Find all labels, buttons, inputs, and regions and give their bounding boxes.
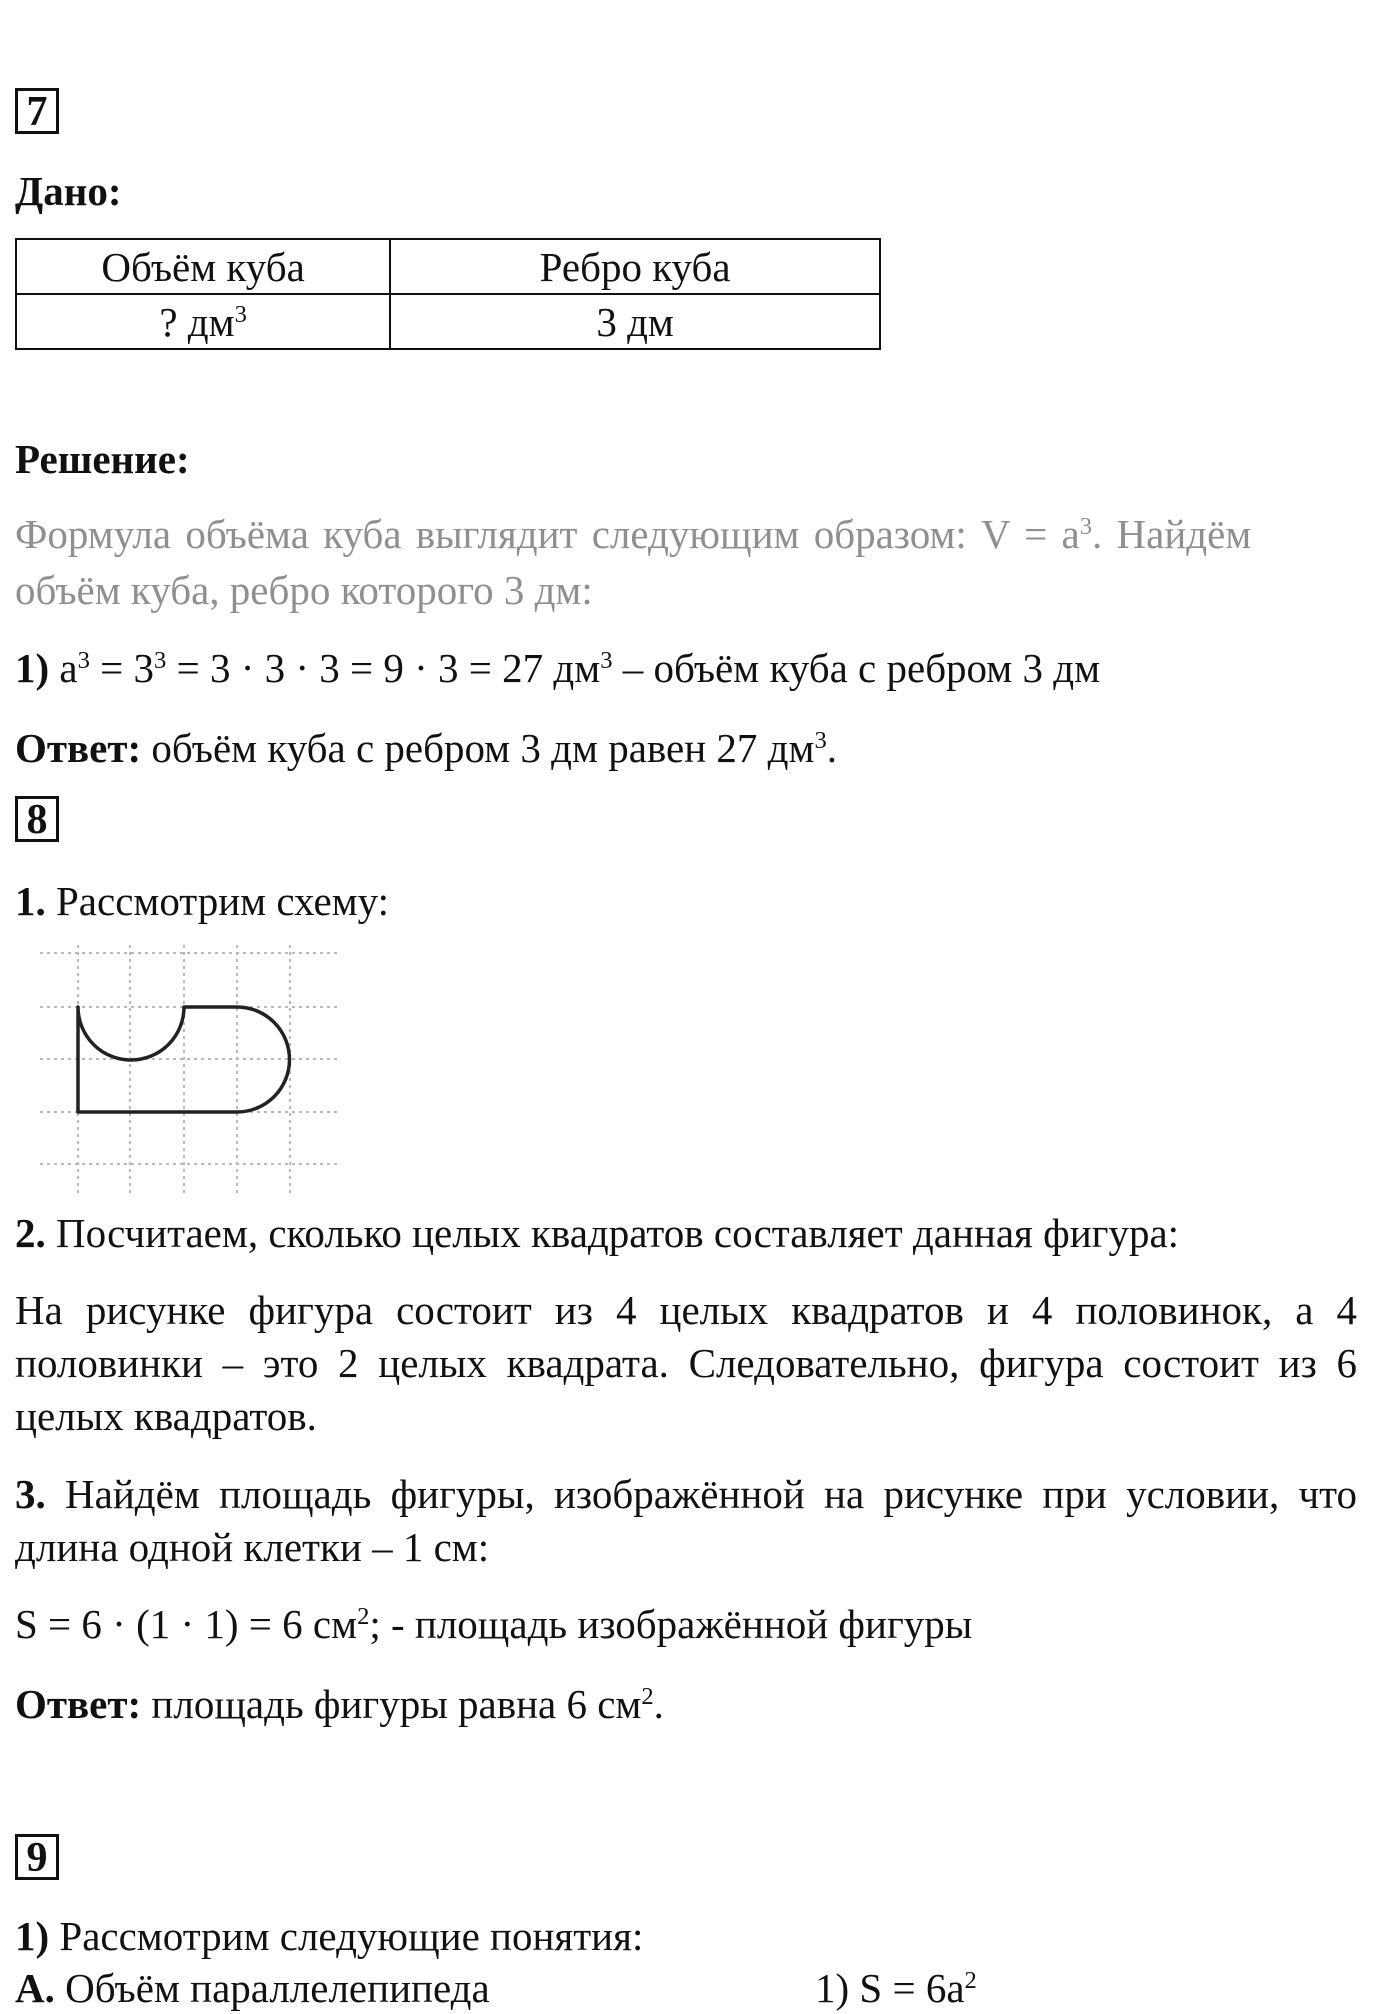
point-3-text: Найдём площадь фигуры, изображённой на рисунке при условии, что [45,1471,1357,1517]
task-8-paragraph-line-2: половинки – это 2 целых квадрата. Следовательно, фигура состоит из 6 [15,1340,1357,1386]
point-3-number: 3. [15,1471,46,1517]
task-9-point-1-text: Рассмотрим следующие понятия: [49,1913,644,1959]
item-a-text: Объём параллелепипеда [54,1965,490,2011]
table-row [16,294,880,349]
formula-line-1-a: Формула объёма куба выглядит следующим образом: V = a [15,511,1080,557]
task-8-point-2 [15,1207,1179,1259]
area-formula-exp: 2 [357,1603,370,1631]
task-number-9: 9 [15,1834,59,1880]
answer-7-exp: 3 [814,727,827,755]
table-header-row [16,239,880,294]
area-formula-a: S = 6 · (1 · 1) = 6 см [15,1601,358,1647]
step-1-number: 1) [15,645,50,691]
formula-line-1 [15,508,1251,560]
item-1 [815,1962,977,2014]
formula-line-1-exp: 3 [1079,513,1093,541]
solution-label: Решение: [15,436,190,482]
point-1-number: 1. [15,878,46,924]
cell-volume-exp: 3 [234,300,247,328]
item-a-label: А. [15,1965,55,2011]
formula-line-2: объём куба, ребро которого 3 дм: [15,567,593,613]
item-1-exp: 2 [964,1967,977,1995]
step-1-b: = 3 [89,645,155,691]
step-1-c: = 3 · 3 · 3 = 9 · 3 = 27 дм [166,645,601,691]
task-9-point-1-number: 1) [15,1913,50,1959]
answer-8-exp: 2 [641,1683,654,1711]
point-2-number: 2. [15,1210,46,1256]
grid-figure [15,935,350,1205]
task-number-7: 7 [15,88,59,134]
answer-8-end: . [653,1681,664,1727]
task-8-paragraph-line-1: На рисунке фигура состоит из 4 целых квадратов и 4 половинок, а 4 [15,1287,1357,1333]
area-formula [15,1598,972,1650]
point-1-text: Рассмотрим схему: [45,878,389,924]
answer-7-text: объём куба с ребром 3 дм равен 27 дм [141,725,815,771]
step-1-exp-3: 3 [600,647,613,675]
answer-7 [15,722,837,774]
task-8-point-3-line-2: длина одной клетки – 1 см: [15,1524,490,1570]
answer-7-end: . [826,725,837,771]
answer-8-text: площадь фигуры равна 6 см [141,1681,642,1727]
area-formula-b: ; - площадь изображённой фигуры [369,1601,973,1647]
answer-8-label: Ответ: [15,1681,142,1727]
step-1-exp-2: 3 [154,647,167,675]
task-8-point-1 [15,875,389,927]
step-1-d: – объём куба с ребром 3 дм [612,645,1101,691]
task-number-8: 8 [15,796,59,842]
table-header-edge: Ребро куба [390,239,880,294]
point-2-text: Посчитаем, сколько целых квадратов составляет данная фигура: [45,1210,1180,1256]
task-8-point-3-line-1 [15,1468,1357,1520]
grid-lines [40,945,340,1197]
formula-line-1-b: . Найдём [1092,511,1252,557]
table-cell-edge: 3 дм [390,294,880,349]
cell-volume-text: ? дм [159,298,235,345]
given-label: Дано: [15,168,122,214]
task-9-point-1 [15,1910,643,1962]
table-cell-volume [16,294,390,349]
step-1-a: a [49,645,78,691]
given-table [15,238,881,350]
step-1 [15,642,1100,694]
table-header-volume: Объём куба [16,239,390,294]
answer-8 [15,1678,664,1730]
item-a [15,1962,490,2014]
step-1-exp-1: 3 [77,647,90,675]
task-8-paragraph-line-3: целых квадратов. [15,1393,317,1439]
item-1-text: 1) S = 6a [815,1965,965,2011]
answer-7-label: Ответ: [15,725,142,771]
